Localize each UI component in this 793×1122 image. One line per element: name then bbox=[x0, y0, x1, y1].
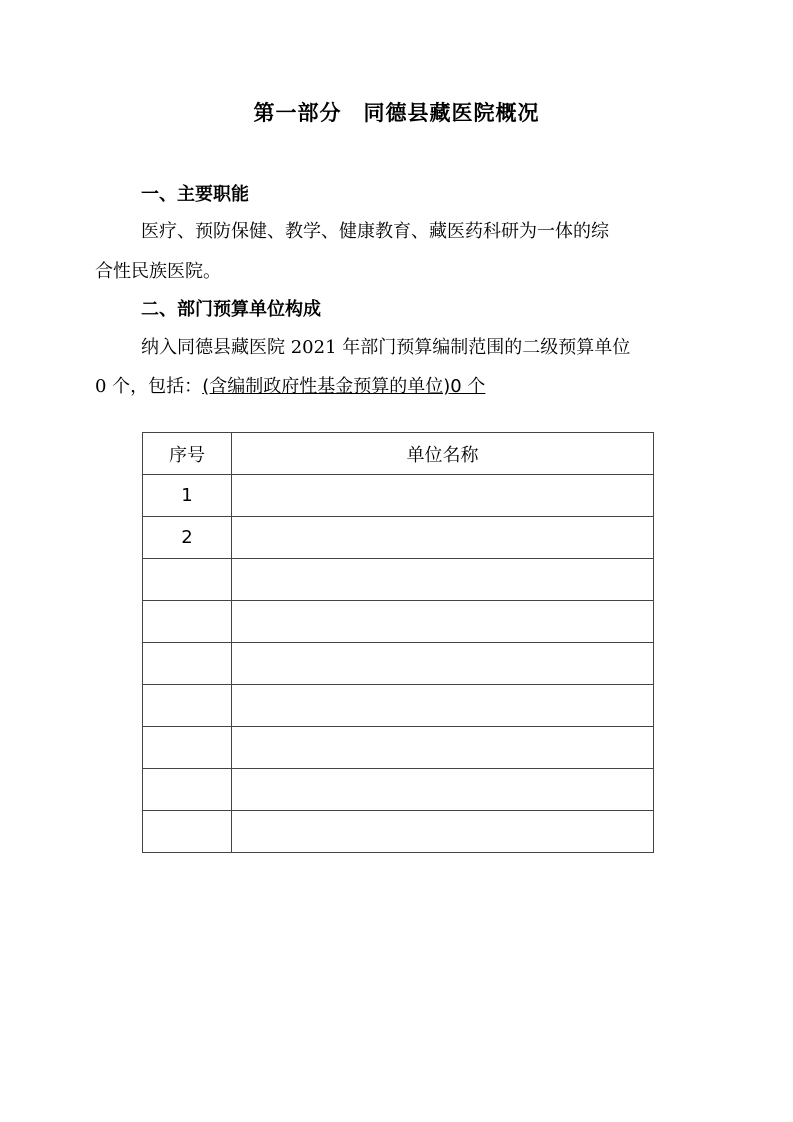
budget-units-table bbox=[142, 432, 654, 853]
unit-name-cell bbox=[232, 643, 654, 685]
unit-name-cell bbox=[232, 811, 654, 853]
page-title: 第一部分 同德县藏医院概况 bbox=[253, 101, 540, 125]
unit-name-cell bbox=[232, 517, 654, 559]
section-heading-functions: 一、主要职能 bbox=[141, 184, 249, 205]
serial-cell: 2 bbox=[143, 517, 232, 559]
header-serial-number: 序号 bbox=[143, 433, 232, 475]
table-row bbox=[143, 559, 654, 601]
budget-units-count-text: 0 个，包括： bbox=[95, 376, 203, 397]
table-row bbox=[143, 601, 654, 643]
serial-cell bbox=[143, 601, 232, 643]
functions-text-line-1: 医疗、预防保健、教学、健康教育、藏医药科研为一体的综 bbox=[141, 221, 609, 242]
unit-name-cell bbox=[232, 727, 654, 769]
table-header-row bbox=[143, 433, 654, 475]
unit-name-cell bbox=[232, 685, 654, 727]
serial-cell bbox=[143, 685, 232, 727]
serial-cell bbox=[143, 643, 232, 685]
budget-units-text-line-1: 纳入同德县藏医院 2021 年部门预算编制范围的二级预算单位 bbox=[141, 337, 631, 358]
table-row bbox=[143, 727, 654, 769]
budget-units-text-line-2 bbox=[95, 372, 485, 398]
unit-name-cell bbox=[232, 769, 654, 811]
table-row bbox=[143, 643, 654, 685]
table-row bbox=[143, 811, 654, 853]
header-unit-name: 单位名称 bbox=[232, 433, 654, 475]
unit-name-cell bbox=[232, 475, 654, 517]
table-row bbox=[143, 685, 654, 727]
serial-cell bbox=[143, 559, 232, 601]
table-row bbox=[143, 769, 654, 811]
table-row bbox=[143, 475, 654, 517]
serial-cell bbox=[143, 769, 232, 811]
budget-units-underlined-note: (含编制政府性基金预算的单位)0 个 bbox=[202, 376, 486, 397]
unit-name-cell bbox=[232, 559, 654, 601]
serial-cell bbox=[143, 727, 232, 769]
serial-cell bbox=[143, 811, 232, 853]
serial-cell: 1 bbox=[143, 475, 232, 517]
unit-name-cell bbox=[232, 601, 654, 643]
functions-text-line-2: 合性民族医院。 bbox=[95, 261, 221, 282]
table-row bbox=[143, 517, 654, 559]
section-heading-budget-units: 二、部门预算单位构成 bbox=[141, 299, 321, 320]
